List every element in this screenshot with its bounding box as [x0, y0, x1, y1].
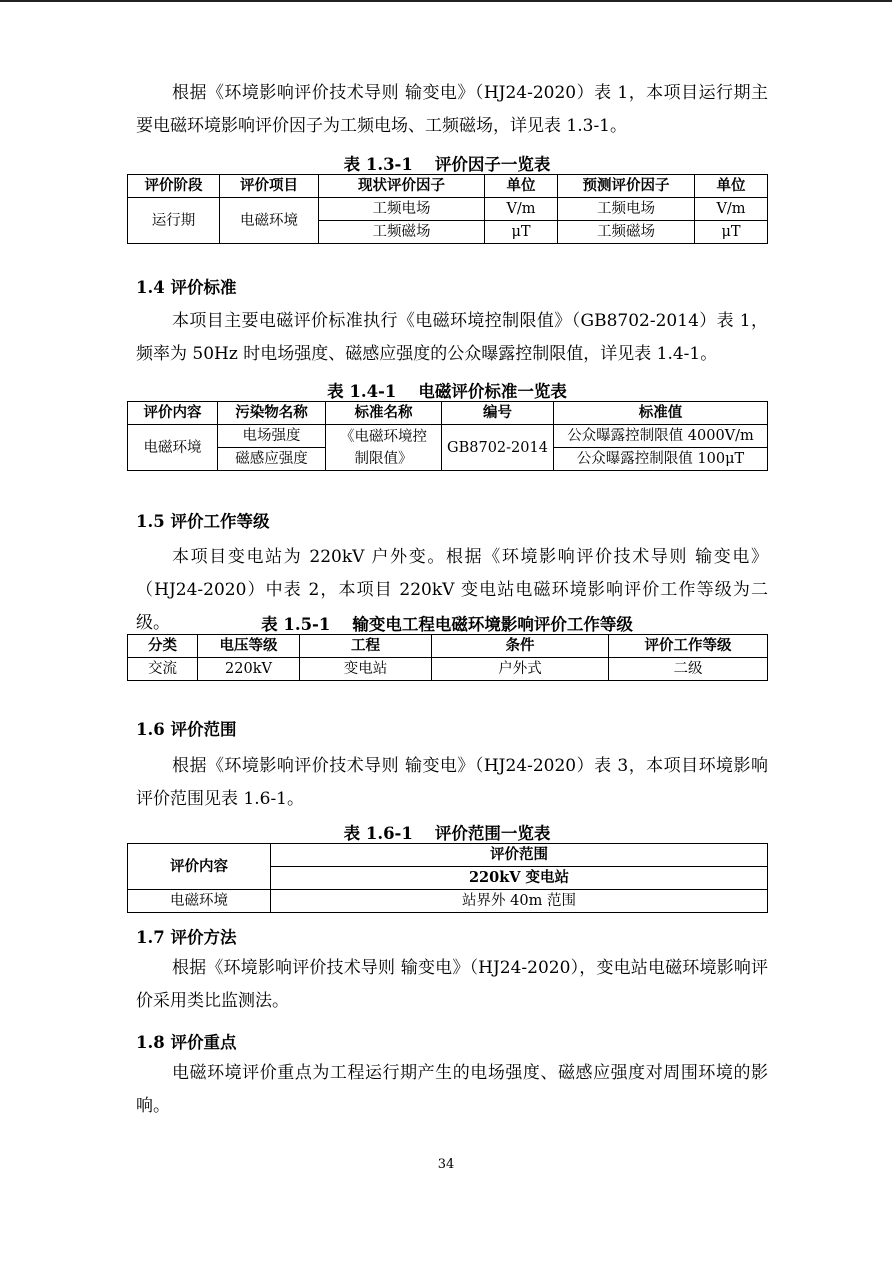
- section-heading-1-8: 1.8 评价重点: [136, 1033, 237, 1052]
- table-title: 输变电工程电磁环境影响评价工作等级: [352, 615, 633, 634]
- paragraph-evaluation-standard: 本项目主要电磁评价标准执行《电磁环境控制限值》（GB8702-2014）表 1，频率为 50Hz 时电场强度、磁感应强度的公众曝露控制限值，详见表 1.4-1。: [136, 311, 768, 364]
- cell: 磁感应强度: [218, 448, 326, 471]
- table-title: 电磁评价标准一览表: [418, 382, 567, 401]
- table-number: 表 1.6-1: [343, 824, 413, 843]
- cell: 电场强度: [218, 425, 326, 448]
- cell-content: 电磁环境: [128, 425, 218, 471]
- table-work-level: [127, 634, 768, 681]
- paragraph-evaluation-method: 根据《环境影响评价技术导则 输变电》（HJ24-2020），变电站电磁环境影响评价采用类比监测法。: [136, 958, 768, 1011]
- header-current-factor: 现状评价因子: [319, 175, 485, 198]
- header-content: 评价内容: [128, 402, 218, 425]
- section-heading-1-6: 1.6 评价范围: [136, 720, 237, 739]
- table-evaluation-range: [127, 843, 768, 913]
- header-substation: 220kV 变电站: [271, 867, 768, 890]
- cell: 户外式: [432, 658, 609, 681]
- table-1-5-1-caption: [127, 611, 767, 635]
- cell: 工频电场: [558, 198, 695, 221]
- table-title: 评价因子一览表: [434, 155, 551, 174]
- cell-item: 电磁环境: [220, 198, 319, 244]
- header-standard-value: 标准值: [554, 402, 768, 425]
- header-item: 评价项目: [220, 175, 319, 198]
- table-1-4-1-caption: [127, 378, 767, 402]
- table-row: [128, 658, 768, 681]
- cell: 交流: [128, 658, 198, 681]
- header-content: 评价内容: [128, 844, 271, 890]
- table-number: 表 1.5-1: [261, 615, 331, 634]
- header-category: 分类: [128, 635, 198, 658]
- cell: 二级: [609, 658, 768, 681]
- header-predicted-factor: 预测评价因子: [558, 175, 695, 198]
- page-top-border: [0, 0, 892, 2]
- cell-stage: 运行期: [128, 198, 220, 244]
- section-heading-1-7: 1.7 评价方法: [136, 928, 237, 947]
- table-evaluation-standard: [127, 401, 768, 471]
- header-voltage: 电压等级: [198, 635, 300, 658]
- header-unit: 单位: [695, 175, 768, 198]
- header-standard-name: 标准名称: [326, 402, 442, 425]
- cell: μT: [695, 221, 768, 244]
- cell: 220kV: [198, 658, 300, 681]
- cell: 公众曝露控制限值 4000V/m: [554, 425, 768, 448]
- header-pollutant: 污染物名称: [218, 402, 326, 425]
- header-level: 评价工作等级: [609, 635, 768, 658]
- header-range: 评价范围: [271, 844, 768, 867]
- cell: V/m: [485, 198, 558, 221]
- header-stage: 评价阶段: [128, 175, 220, 198]
- cell: 工频磁场: [558, 221, 695, 244]
- table-row: [128, 198, 768, 221]
- table-number: 表 1.3-1: [343, 155, 413, 174]
- table-title: 评价范围一览表: [434, 824, 551, 843]
- header-code: 编号: [442, 402, 554, 425]
- table-evaluation-factors: [127, 174, 768, 244]
- cell: 公众曝露控制限值 100μT: [554, 448, 768, 471]
- cell-standard-name: 《电磁环境控制限值》: [326, 425, 442, 471]
- cell: 站界外 40m 范围: [271, 890, 768, 913]
- table-row: [128, 890, 768, 913]
- table-1-6-1-caption: [127, 820, 767, 844]
- cell: 变电站: [300, 658, 432, 681]
- cell: 工频电场: [319, 198, 485, 221]
- cell: μT: [485, 221, 558, 244]
- section-heading-1-5: 1.5 评价工作等级: [136, 512, 270, 531]
- section-heading-1-4: 1.4 评价标准: [136, 278, 237, 297]
- paragraph-evaluation-focus: 电磁环境评价重点为工程运行期产生的电场强度、磁感应强度对周围环境的影响。: [136, 1063, 768, 1116]
- page-number: 34: [437, 1157, 455, 1172]
- cell: 工频磁场: [319, 221, 485, 244]
- cell: V/m: [695, 198, 768, 221]
- table-row: [128, 425, 768, 448]
- paragraph-evaluation-range: 根据《环境影响评价技术导则 输变电》（HJ24-2020）表 3，本项目环境影响评价范围见表 1.6-1。: [136, 756, 768, 809]
- paragraph-evaluation-factors: 根据《环境影响评价技术导则 输变电》（HJ24-2020）表 1，本项目运行期主要电磁环境影响评价因子为工频电场、工频磁场，详见表 1.3-1。: [136, 83, 768, 136]
- header-unit: 单位: [485, 175, 558, 198]
- cell-code: GB8702-2014: [442, 425, 554, 471]
- table-1-3-1-caption: [127, 151, 767, 175]
- paragraph-work-level: 本项目变电站为 220kV 户外变。根据《环境影响评价技术导则 输变电》（HJ24-2020）中表 2，本项目 220kV 变电站电磁环境影响评价工作等级为二级。: [136, 547, 768, 633]
- table-number: 表 1.4-1: [327, 382, 397, 401]
- header-project: 工程: [300, 635, 432, 658]
- cell: 电磁环境: [128, 890, 271, 913]
- header-condition: 条件: [432, 635, 609, 658]
